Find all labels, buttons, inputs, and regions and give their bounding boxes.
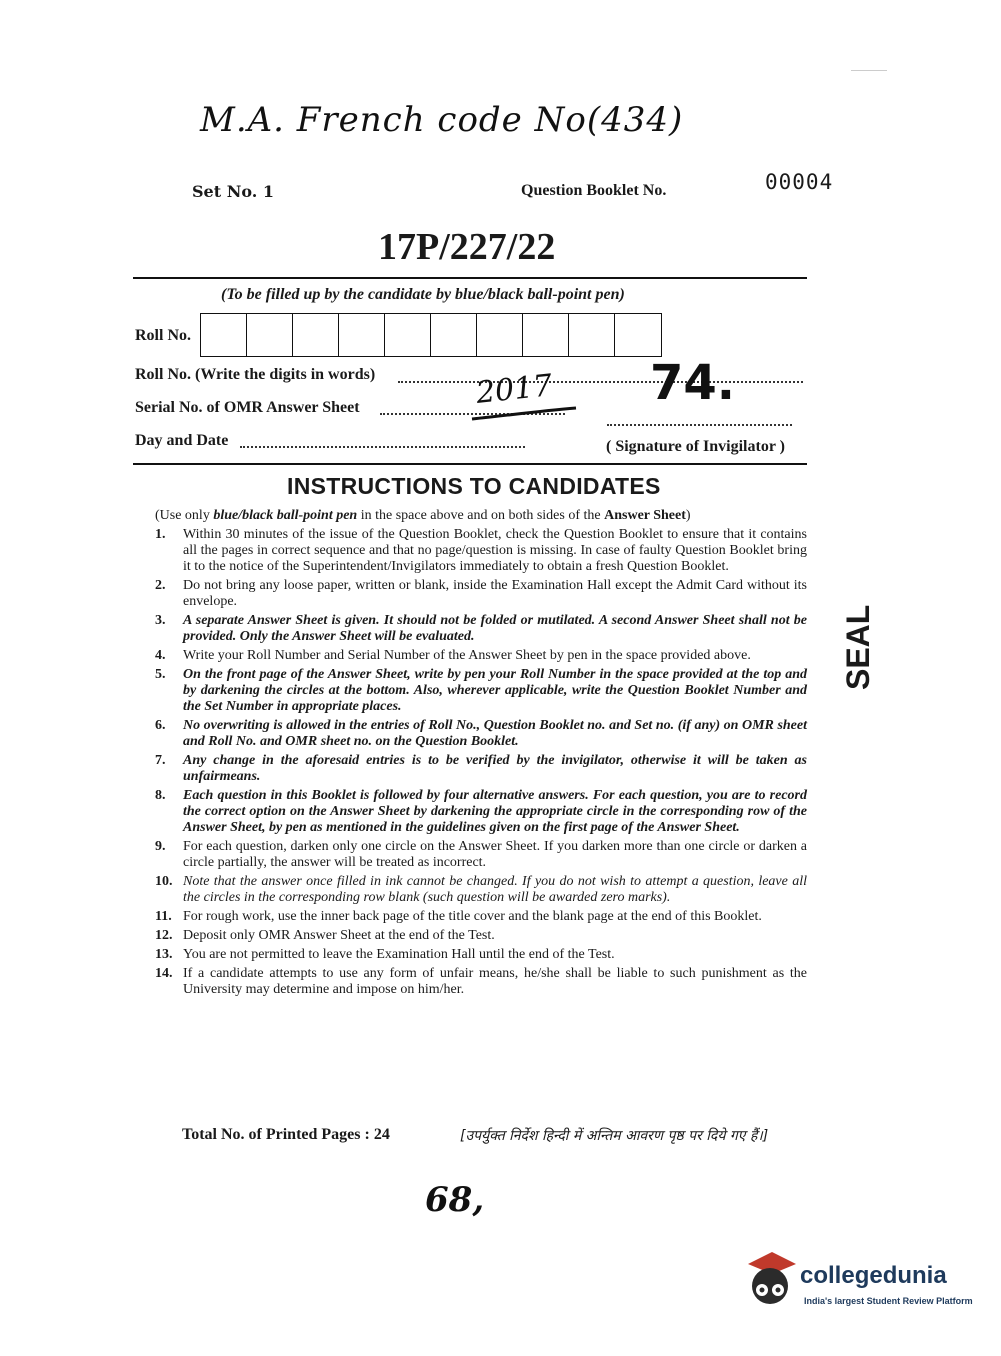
seal-label: SEAL bbox=[840, 604, 876, 690]
instruction-item: 12. Deposit only OMR Answer Sheet at the end of the Test. bbox=[155, 928, 495, 943]
instruction-item: 9. For each question, darken only one circle on the Answer Sheet. If you darken more than one circle or darken a circle partially, the answer will be treated as incorrect. bbox=[155, 839, 807, 870]
collegedunia-mascot-icon bbox=[742, 1250, 798, 1310]
instruction-item: 3. A separate Answer Sheet is given. It should not be folded or mutilated. A second Answer Sheet shall not be provided. Only the Answer Sheet will be evaluated. bbox=[155, 613, 807, 644]
signature-label: ( Signature of Invigilator ) bbox=[606, 438, 785, 455]
roll-digit-box[interactable] bbox=[431, 314, 477, 356]
roll-words-label: Roll No. (Write the digits in words) bbox=[135, 366, 376, 383]
handwritten-underline-mark bbox=[470, 405, 580, 425]
roll-digit-box[interactable] bbox=[615, 314, 661, 356]
signature-field[interactable] bbox=[607, 424, 792, 426]
instruction-item: 8. Each question in this Booklet is followed by four alternative answers. For each question, you are to record the correct option on the Answer Sheet by darkening the appropriate circle in the corresponding row of the Answer Sheet, by pen as mentioned in the guidelines given on the first page of the Answer Sheet. bbox=[155, 788, 807, 835]
instruction-item: 5. On the front page of the Answer Sheet, write by pen your Roll Number in the space provided at the top and by darkening the circles at the bottom. Also, wherever applicable, write the Question Booklet Number and the Set Number in appropriate places. bbox=[155, 667, 807, 714]
roll-digit-box[interactable] bbox=[247, 314, 293, 356]
roll-digit-box[interactable] bbox=[569, 314, 615, 356]
form-top-rule bbox=[133, 277, 807, 279]
instruction-item: 14. If a candidate attempts to use any form of unfair means, he/she shall be liable to such punishment as the University may determine and impose on him/her. bbox=[155, 966, 807, 997]
handwritten-number: 68, bbox=[425, 1180, 485, 1220]
roll-digit-box[interactable] bbox=[201, 314, 247, 356]
instruction-item: 4. Write your Roll Number and Serial Number of the Answer Sheet by pen in the space provided above. bbox=[155, 648, 751, 663]
collegedunia-wordmark: collegedunia bbox=[800, 1262, 947, 1289]
roll-digit-box[interactable] bbox=[385, 314, 431, 356]
set-number: Set No. 1 bbox=[192, 182, 274, 201]
question-booklet-number: 00004 bbox=[765, 170, 834, 194]
total-printed-pages: Total No. of Printed Pages : 24 bbox=[182, 1126, 390, 1143]
instructions-subtitle: (Use only blue/black ball-point pen in the space above and on both sides of the Answer Sheet) bbox=[155, 508, 691, 523]
day-date-label: Day and Date bbox=[135, 432, 229, 449]
instruction-item: 2. Do not bring any loose paper, written or blank, inside the Examination Hall except the Admit Card without its envelope. bbox=[155, 578, 807, 609]
question-booklet-label: Question Booklet No. bbox=[521, 182, 667, 199]
roll-digit-box[interactable] bbox=[523, 314, 569, 356]
instruction-item: 11. For rough work, use the inner back page of the title cover and the blank page at the end of this Booklet. bbox=[155, 909, 762, 924]
instruction-item: 7. Any change in the aforesaid entries is to be verified by the invigilator, otherwise it will be taken as unfairmeans. bbox=[155, 753, 807, 784]
day-date-field[interactable] bbox=[240, 446, 525, 448]
instruction-item: 10. Note that the answer once filled in ink cannot be changed. If you do not wish to attempt a question, leave all the circles in the corresponding row blank (such question will be awarded zero marks). bbox=[155, 874, 807, 905]
fill-instruction-note: (To be filled up by the candidate by blue/black ball-point pen) bbox=[221, 286, 625, 303]
paper-code: 17P/227/22 bbox=[378, 226, 556, 268]
roll-no-label: Roll No. bbox=[135, 327, 191, 344]
handwritten-year: 2017 bbox=[474, 368, 554, 411]
scan-mark bbox=[851, 70, 887, 71]
instruction-item: 1. Within 30 minutes of the issue of the Question Booklet, check the Question Booklet to ensure that it contains all the pages in correct sequence and that no page/question is missing. In case of faulty Question Booklet bring it to the notice of the Superintendent/Invigilators immediately to obtain a fresh Question Booklet. bbox=[155, 527, 807, 574]
form-bottom-rule bbox=[133, 463, 807, 465]
handwritten-title: M.A. French code No(434) bbox=[200, 100, 684, 140]
roll-digit-box[interactable] bbox=[339, 314, 385, 356]
instructions-list bbox=[155, 527, 807, 1001]
serial-omr-label: Serial No. of OMR Answer Sheet bbox=[135, 399, 360, 416]
roll-digit-box[interactable] bbox=[293, 314, 339, 356]
hindi-note: [उपर्युक्त निर्देश हिन्दी में अन्तिम आवरण पृष्ठ पर दिये गए हैं।] bbox=[460, 1128, 769, 1144]
instruction-item: 13. You are not permitted to leave the Examination Hall until the end of the Test. bbox=[155, 947, 615, 962]
instructions-title: INSTRUCTIONS TO CANDIDATES bbox=[287, 473, 661, 499]
instruction-item: 6. No overwriting is allowed in the entries of Roll No., Question Booklet no. and Set no. (if any) on OMR sheet and Roll No. and OMR sheet no. on the Question Booklet. bbox=[155, 718, 807, 749]
roll-number-boxes[interactable] bbox=[200, 313, 662, 357]
collegedunia-tagline: India's largest Student Review Platform bbox=[804, 1296, 973, 1306]
handwritten-roll-number: 74. bbox=[650, 355, 736, 411]
roll-words-field[interactable] bbox=[398, 381, 803, 383]
roll-digit-box[interactable] bbox=[477, 314, 523, 356]
